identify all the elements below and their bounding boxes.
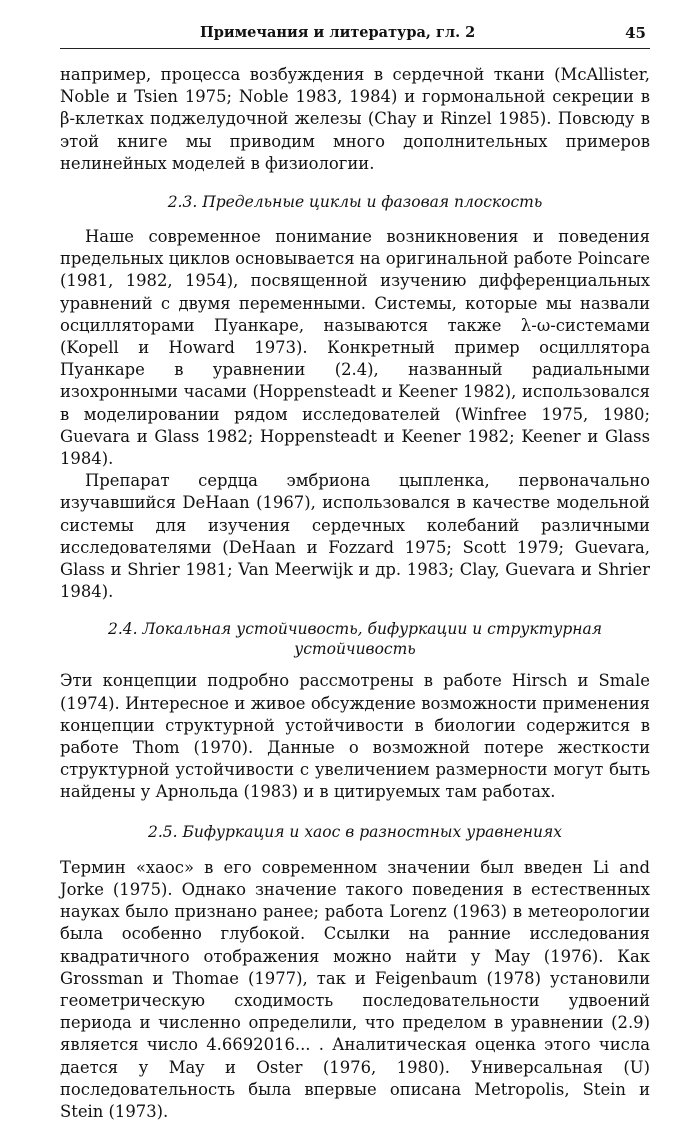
paragraph: например, процесса возбуждения в сердечной ткани (McAllister, Noble и Tsien 1975; Noble 1983, 1984) и гормональной секреции в β-клетках поджелудочной железы (Chay и Rinzel 1985). Повсюду в этой книге мы приводим много дополнительных примеров нелинейных моделей в физиологии. [60, 65, 650, 173]
paragraph: Эти концепции подробно рассмотрены в работе Hirsch и Smale (1974). Интересное и живое обсуждение возможности применения концепции структурной устойчивости в биологии содержится в работе Thom (1970). Данные о возможной потере жесткости структурной устойчивости с увеличением размерности могут быть найдены у Арнольда (1983) и в цитируемых там работах. [60, 671, 650, 802]
section-heading-2-3: 2.3. Предельные циклы и фазовая плоскость [167, 193, 543, 212]
section-heading-2-4: 2.4. Локальная устойчивость, бифуркации и структурная устойчивость [107, 620, 603, 659]
section-heading-2-5: 2.5. Бифуркация и хаос в разностных уравнениях [148, 822, 562, 841]
paragraph: Препарат сердца эмбриона цыпленка, первоначально изучавшийся DeHaan (1967), использовался в качестве модельной системы для изучения сердечных колебаний различными исследователями (DeHaan и Fozzard 1975; Scott 1979; Guevara, Glass и Shrier 1981; Van Meerwijk и др. 1983; Clay, Guevara и Shrier 1984). [60, 471, 650, 602]
paragraph: Наше современное понимание возникновения и поведения предельных циклов основывается на оригинальной работе Poincare (1981, 1982, 1954), посвященной изучению дифференциальных уравнений с двумя переменными. Системы, которые мы назвали осцилляторами Пуанкаре, называются также λ-ω-системами (Kopell и Howard 1973). Конкретный пример осциллятора Пуанкаре в уравнении (2.4), названный радиальными изохронными часами (Hoppensteadt и Keener 1982), использовался в моделировании рядом исследователей (Winfree 1975, 1980; Guevara и Glass 1982; Hoppensteadt и Keener 1982; Keener и Glass 1984). [60, 227, 650, 469]
running-header [60, 22, 650, 49]
paragraph: Термин «хаос» в его современном значении был введен Li and Jorke (1975). Однако значение такого поведения в естественных науках было признано ранее; работа Lorenz (1963) в метеорологии была особенно глубокой. Ссылки на ранние исследования квадратичного отображения можно найти у May (1976). Как Grossman и Thomae (1977), так и Feigenbaum (1978) установили геометрическую сходимость последовательности удвоений периода и численно определили, что пределом в уравнении (2.9) является число 4.6692016... . Аналитическая оценка этого числа дается у May и Oster (1976, 1980). Универсальная (U) последовательность была впервые описана Metropolis, Stein и Stein (1973). [60, 857, 650, 1121]
running-head: Примечания и литература, гл. 2 [200, 24, 476, 41]
page-body [60, 64, 650, 1123]
page-number: 45 [625, 24, 646, 42]
